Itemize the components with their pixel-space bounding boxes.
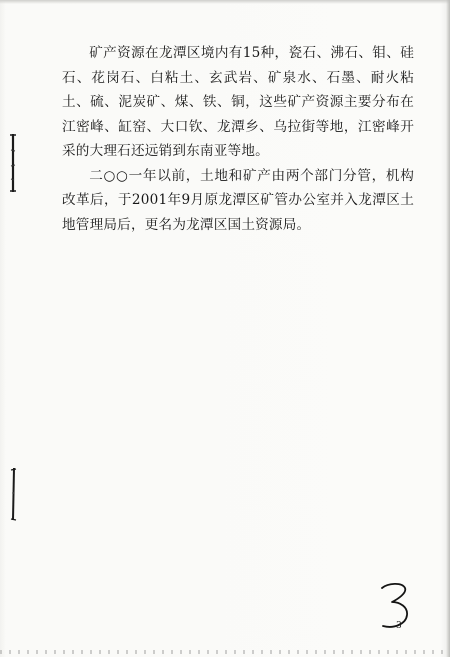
binding-hole-mark-bottom xyxy=(8,466,18,522)
handwritten-page-number xyxy=(374,580,414,632)
body-text xyxy=(62,41,414,237)
scan-right-edge xyxy=(446,0,450,657)
binding-hole-mark-top xyxy=(8,132,18,194)
scan-bottom-noise xyxy=(0,650,450,654)
handwritten-three-glyph xyxy=(374,580,414,632)
page-number: 3 xyxy=(396,621,402,631)
scan-top-edge xyxy=(0,0,450,4)
paragraph-bureau-history: 二○○一年以前，土地和矿产由两个部门分管，机构改革后，于2001年9月原龙潭区矿管办公室并入龙潭区土地管理局后，更名为龙潭区国土资源局。 xyxy=(62,167,414,233)
paragraph-mineral-resources: 矿产资源在龙潭区境内有15种，瓷石、沸石、钼、硅石、花岗石、白粘土、玄武岩、矿泉水、石墨、耐火粘土、硫、泥炭矿、煤、铁、铜，这些矿产资源主要分布在江密峰、缸窑、大口钦、龙潭乡、乌拉街等地，江密峰开采的大理石还远销到东南亚等地。 xyxy=(62,45,414,159)
